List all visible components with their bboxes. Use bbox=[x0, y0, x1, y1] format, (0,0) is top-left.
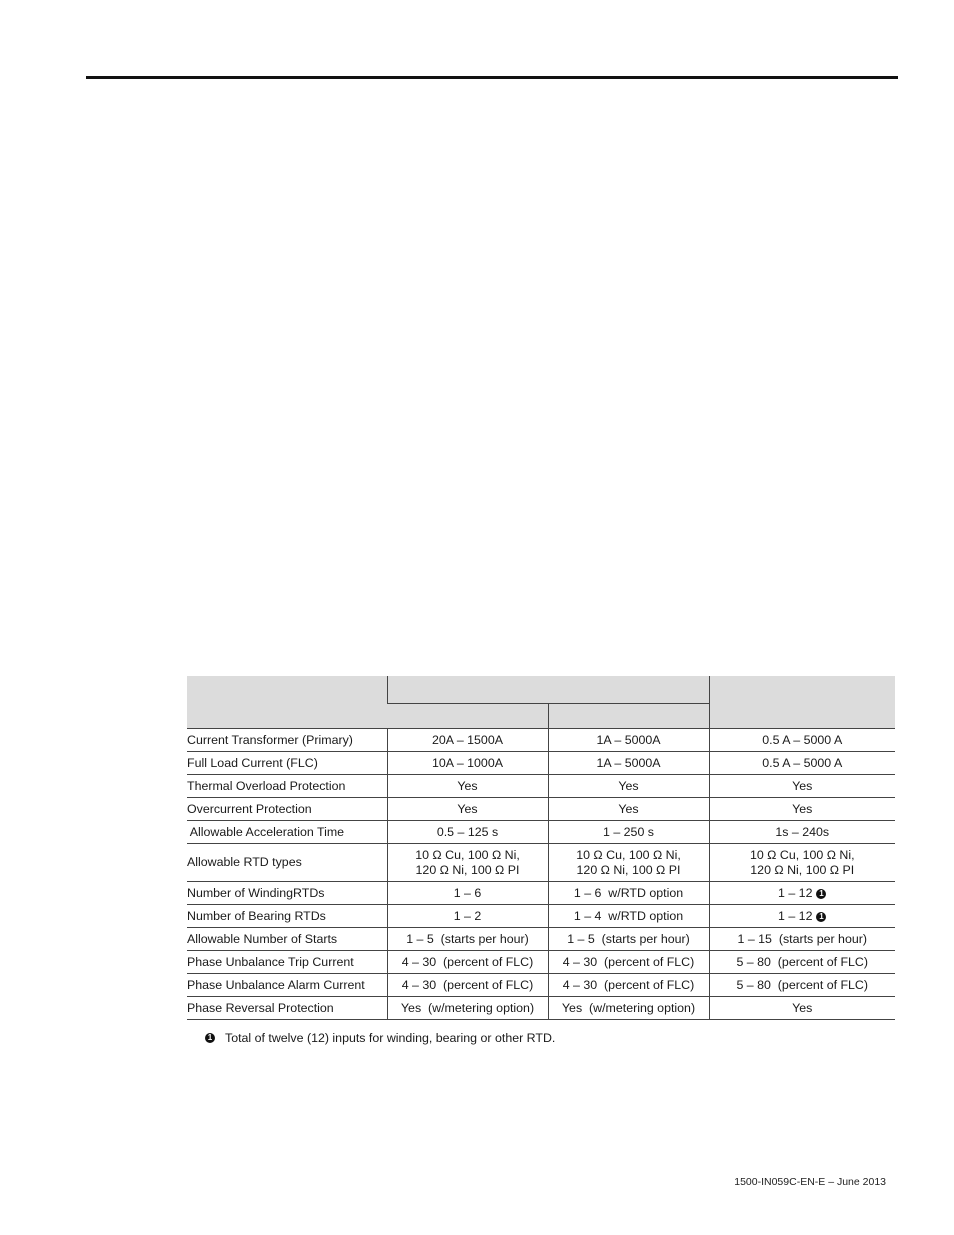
cell-value: Yes bbox=[548, 775, 709, 798]
row-label: Allowable RTD types bbox=[187, 844, 387, 882]
table-footnote bbox=[205, 1031, 555, 1045]
row-label: Allowable Acceleration Time bbox=[187, 821, 387, 844]
footnote-1-marker-icon: 1 bbox=[205, 1033, 215, 1043]
cell-line: 10 Ω Cu, 100 Ω Ni, bbox=[576, 847, 681, 862]
cell-value: 1A – 5000A bbox=[548, 752, 709, 775]
header-label-column bbox=[187, 676, 387, 729]
cell-value: 0.5 A – 5000 A bbox=[709, 752, 895, 775]
cell-value: Yes bbox=[709, 798, 895, 821]
protection-spec-table bbox=[187, 676, 895, 1020]
cell-line: 120 Ω Ni, 100 Ω PI bbox=[750, 862, 855, 877]
cell-value: Yes bbox=[709, 997, 895, 1020]
cell-value: Yes (w/metering option) bbox=[548, 997, 709, 1020]
header-sub-column-2 bbox=[548, 704, 709, 729]
cell-text: 1 – 12 bbox=[778, 885, 813, 900]
footnote-1-marker-icon: 1 bbox=[816, 889, 826, 899]
table-row bbox=[187, 752, 895, 775]
cell-value: Yes bbox=[387, 775, 548, 798]
cell-value: 4 – 30 (percent of FLC) bbox=[387, 951, 548, 974]
cell-value: 5 – 80 (percent of FLC) bbox=[709, 974, 895, 997]
cell-value: 1A – 5000A bbox=[548, 729, 709, 752]
cell-value: 4 – 30 (percent of FLC) bbox=[548, 951, 709, 974]
cell-line: 10 Ω Cu, 100 Ω Ni, bbox=[415, 847, 520, 862]
document-footer: 1500-IN059C-EN-E – June 2013 bbox=[734, 1176, 886, 1188]
cell-value: Yes bbox=[548, 798, 709, 821]
row-label: Phase Unbalance Trip Current bbox=[187, 951, 387, 974]
table-row bbox=[187, 974, 895, 997]
cell-value bbox=[709, 905, 895, 928]
cell-value: 1 – 250 s bbox=[548, 821, 709, 844]
cell-line: 120 Ω Ni, 100 Ω PI bbox=[415, 862, 520, 877]
cell-value: 1 – 5 (starts per hour) bbox=[387, 928, 548, 951]
header-last-column bbox=[709, 676, 895, 729]
cell-value: 1 – 6 w/RTD option bbox=[548, 882, 709, 905]
cell-value: Yes bbox=[709, 775, 895, 798]
row-label: Allowable Number of Starts bbox=[187, 928, 387, 951]
cell-line: 10 Ω Cu, 100 Ω Ni, bbox=[749, 847, 855, 862]
row-label: Full Load Current (FLC) bbox=[187, 752, 387, 775]
table-row bbox=[187, 997, 895, 1020]
cell-value: 1 – 2 bbox=[387, 905, 548, 928]
row-label: Overcurrent Protection bbox=[187, 798, 387, 821]
row-label: Phase Reversal Protection bbox=[187, 997, 387, 1020]
row-label: Thermal Overload Protection bbox=[187, 775, 387, 798]
cell-value: 5 – 80 (percent of FLC) bbox=[709, 951, 895, 974]
cell-value bbox=[709, 882, 895, 905]
cell-value: 1s – 240s bbox=[709, 821, 895, 844]
table-row bbox=[187, 798, 895, 821]
cell-line: 120 Ω Ni, 100 Ω PI bbox=[576, 862, 681, 877]
header-group-title bbox=[387, 676, 709, 704]
table-row bbox=[187, 882, 895, 905]
header-sub-column-1 bbox=[387, 704, 548, 729]
cell-value bbox=[709, 844, 895, 882]
cell-value bbox=[387, 844, 548, 882]
row-label: Number of WindingRTDs bbox=[187, 882, 387, 905]
footnote-text: Total of twelve (12) inputs for winding, bearing or other RTD. bbox=[225, 1031, 556, 1045]
cell-value: 4 – 30 (percent of FLC) bbox=[548, 974, 709, 997]
cell-value: 0.5 A – 5000 A bbox=[709, 729, 895, 752]
cell-value: Yes (w/metering option) bbox=[387, 997, 548, 1020]
footnote-1-marker-icon: 1 bbox=[816, 912, 826, 922]
cell-text: 1 – 12 bbox=[778, 908, 813, 923]
cell-value: 20A – 1500A bbox=[387, 729, 548, 752]
row-label: Phase Unbalance Alarm Current bbox=[187, 974, 387, 997]
cell-value: 1 – 6 bbox=[387, 882, 548, 905]
table-row bbox=[187, 729, 895, 752]
row-label: Number of Bearing RTDs bbox=[187, 905, 387, 928]
cell-value: Yes bbox=[387, 798, 548, 821]
cell-value: 1 – 5 (starts per hour) bbox=[548, 928, 709, 951]
row-label: Current Transformer (Primary) bbox=[187, 729, 387, 752]
table-row bbox=[187, 844, 895, 882]
table-row bbox=[187, 775, 895, 798]
table-row bbox=[187, 905, 895, 928]
cell-value: 1 – 15 (starts per hour) bbox=[709, 928, 895, 951]
table-row bbox=[187, 951, 895, 974]
table-row bbox=[187, 821, 895, 844]
table-row bbox=[187, 928, 895, 951]
cell-value bbox=[548, 844, 709, 882]
header-rule bbox=[86, 76, 898, 79]
cell-value: 10A – 1000A bbox=[387, 752, 548, 775]
cell-value: 4 – 30 (percent of FLC) bbox=[387, 974, 548, 997]
cell-value: 1 – 4 w/RTD option bbox=[548, 905, 709, 928]
cell-value: 0.5 – 125 s bbox=[387, 821, 548, 844]
